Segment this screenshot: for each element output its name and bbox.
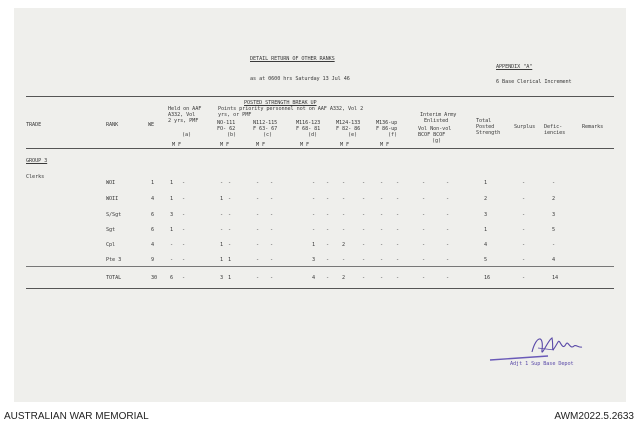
deficiency-cell: -	[552, 180, 556, 186]
c-f-cell: -	[270, 257, 274, 263]
header-e-mf: M F	[340, 142, 350, 148]
rank-cell: S/Sgt	[106, 212, 122, 218]
header-posted-strength: POSTED STRENGTH BREAK UP	[244, 100, 317, 106]
interim-nonvol-cell: -	[446, 257, 450, 263]
e-f-cell: -	[362, 196, 366, 202]
total-row-held-f-cell: -	[182, 275, 186, 281]
d-f-cell: -	[326, 257, 330, 263]
we-cell: 6	[151, 227, 155, 233]
header-held-line3: 2 yrs, PMF	[168, 118, 199, 124]
d-f-cell: -	[326, 212, 330, 218]
e-f-cell: -	[362, 227, 366, 233]
header-c-mf: M F	[256, 142, 266, 148]
header-total-line1: Total	[476, 118, 492, 124]
d-m-cell: -	[312, 227, 316, 233]
c-f-cell: -	[270, 196, 274, 202]
e-m-cell: 2	[342, 242, 346, 248]
b-m-cell: 1	[220, 196, 224, 202]
f-m-cell: -	[380, 212, 384, 218]
signature-caption: Adjt 1 Sup Base Depot	[510, 361, 574, 367]
b-m-cell: -	[220, 227, 224, 233]
header-total-line2: Posted	[476, 124, 495, 130]
total-row-e-f-cell: -	[362, 275, 366, 281]
header-b-mf: M F	[220, 142, 230, 148]
header-d-line1: M116-123	[296, 120, 321, 126]
archive-footer	[0, 402, 640, 429]
header-deficiencies-line2: iencies	[544, 130, 566, 136]
header-surplus: Surplus	[514, 124, 536, 130]
total-row-b-m-cell: 3	[220, 275, 224, 281]
interim-vol-cell: -	[422, 196, 426, 202]
b-f-cell: -	[228, 242, 232, 248]
interim-vol-cell: -	[422, 242, 426, 248]
held-f-cell: -	[182, 257, 186, 263]
e-m-cell: -	[342, 196, 346, 202]
group-label: GROUP 3	[26, 158, 48, 164]
b-m-cell: -	[220, 180, 224, 186]
header-rank: RANK	[106, 122, 119, 128]
held-m-cell: -	[170, 257, 174, 263]
d-m-cell: 1	[312, 242, 316, 248]
b-f-cell: 1	[228, 257, 232, 263]
header-c-line2: F 63- 67	[253, 126, 278, 132]
total-row-e-m-cell: 2	[342, 275, 346, 281]
header-top-rule	[26, 96, 614, 97]
d-f-cell: -	[326, 196, 330, 202]
surplus-cell: -	[522, 242, 526, 248]
interim-vol-cell: -	[422, 227, 426, 233]
rank-cell: WOI	[106, 180, 116, 186]
deficiency-cell: 5	[552, 227, 556, 233]
d-m-cell: -	[312, 212, 316, 218]
d-m-cell: -	[312, 196, 316, 202]
total-cell: 1	[484, 227, 488, 233]
header-held-line1: Held on AAF	[168, 106, 202, 112]
interim-vol-cell: -	[422, 180, 426, 186]
f-f-cell: -	[396, 242, 400, 248]
b-f-cell: -	[228, 196, 232, 202]
e-f-cell: -	[362, 180, 366, 186]
held-m-cell: 1	[170, 227, 174, 233]
e-m-cell: -	[342, 227, 346, 233]
header-total-line3: Strength	[476, 130, 501, 136]
header-d-code: (d)	[308, 132, 318, 138]
interim-nonvol-cell: -	[446, 242, 450, 248]
header-we: WE	[148, 122, 155, 128]
total-row-interim-nonvol-cell: -	[446, 275, 450, 281]
total-cell: 1	[484, 180, 488, 186]
header-e-line2: F 82- 86	[336, 126, 361, 132]
f-m-cell: -	[380, 257, 384, 263]
b-m-cell: 1	[220, 242, 224, 248]
document-title: DETAIL RETURN OF OTHER RANKS	[250, 56, 335, 62]
trade-label: Clerks	[26, 174, 45, 180]
header-e-code: (e)	[348, 132, 358, 138]
rank-cell: Pte 3	[106, 257, 122, 263]
c-m-cell: -	[256, 227, 260, 233]
f-m-cell: -	[380, 242, 384, 248]
f-f-cell: -	[396, 212, 400, 218]
total-cell: 4	[484, 242, 488, 248]
d-f-cell: -	[326, 180, 330, 186]
e-m-cell: -	[342, 257, 346, 263]
rank-cell: WOII	[106, 196, 119, 202]
we-cell: 4	[151, 196, 155, 202]
c-m-cell: -	[256, 212, 260, 218]
held-m-cell: 1	[170, 196, 174, 202]
header-interim-sub1: Vol Non-vol	[418, 126, 452, 132]
c-m-cell: -	[256, 242, 260, 248]
d-m-cell: 3	[312, 257, 316, 263]
total-row-f-f-cell: -	[396, 275, 400, 281]
total-row-total-label-cell: TOTAL	[106, 275, 122, 281]
total-row-d-f-cell: -	[326, 275, 330, 281]
total-cell: 2	[484, 196, 488, 202]
header-d-mf: M F	[300, 142, 310, 148]
interim-vol-cell: -	[422, 257, 426, 263]
rank-cell: Sgt	[106, 227, 116, 233]
total-bottom-rule	[26, 288, 614, 289]
held-m-cell: 3	[170, 212, 174, 218]
surplus-cell: -	[522, 212, 526, 218]
f-f-cell: -	[396, 257, 400, 263]
surplus-cell: -	[522, 196, 526, 202]
surplus-cell: -	[522, 227, 526, 233]
c-f-cell: -	[270, 180, 274, 186]
header-f-line2: F 86-up	[376, 126, 398, 132]
total-row-c-f-cell: -	[270, 275, 274, 281]
total-row-interim-vol-cell: -	[422, 275, 426, 281]
header-held-code: (a)	[182, 132, 192, 138]
unit-name: 6 Base Clerical Increment	[496, 79, 572, 85]
total-cell: 3	[484, 212, 488, 218]
c-m-cell: -	[256, 257, 260, 263]
held-f-cell: -	[182, 196, 186, 202]
interim-nonvol-cell: -	[446, 212, 450, 218]
d-f-cell: -	[326, 227, 330, 233]
e-m-cell: -	[342, 180, 346, 186]
surplus-cell: -	[522, 180, 526, 186]
interim-nonvol-cell: -	[446, 227, 450, 233]
held-f-cell: -	[182, 242, 186, 248]
header-b-code: (b)	[227, 132, 237, 138]
b-m-cell: -	[220, 212, 224, 218]
we-cell: 1	[151, 180, 155, 186]
b-f-cell: -	[228, 180, 232, 186]
c-f-cell: -	[270, 212, 274, 218]
held-f-cell: -	[182, 180, 186, 186]
header-interim-code: (g)	[432, 138, 442, 144]
f-m-cell: -	[380, 227, 384, 233]
header-b-line1: NO-111	[217, 120, 236, 126]
header-held-mf: M F	[172, 142, 182, 148]
header-interim-line2: Enlisted	[424, 118, 449, 124]
held-f-cell: -	[182, 227, 186, 233]
header-f-code: (f)	[388, 132, 398, 138]
deficiency-cell: -	[552, 242, 556, 248]
document-subtitle: as at 0600 hrs Saturday 13 Jul 46	[250, 76, 350, 82]
total-row-d-m-cell: 4	[312, 275, 316, 281]
f-f-cell: -	[396, 180, 400, 186]
e-f-cell: -	[362, 257, 366, 263]
total-row-total-cell: 16	[484, 275, 491, 281]
f-m-cell: -	[380, 180, 384, 186]
e-m-cell: -	[342, 212, 346, 218]
total-row-deficiency-cell: 14	[552, 275, 559, 281]
total-row-f-m-cell: -	[380, 275, 384, 281]
b-f-cell: -	[228, 227, 232, 233]
f-f-cell: -	[396, 227, 400, 233]
header-f-line1: M136-up	[376, 120, 398, 126]
header-interim-line1: Interim Army	[420, 112, 457, 118]
deficiency-cell: 3	[552, 212, 556, 218]
total-row-held-m-cell: 6	[170, 275, 174, 281]
header-deficiencies-line1: Defic-	[544, 124, 563, 130]
e-f-cell: -	[362, 212, 366, 218]
d-f-cell: -	[326, 242, 330, 248]
total-row-we-cell: 30	[151, 275, 158, 281]
we-cell: 9	[151, 257, 155, 263]
header-e-line1: M124-133	[336, 120, 361, 126]
header-c-line1: N112-115	[253, 120, 278, 126]
c-f-cell: -	[270, 242, 274, 248]
we-cell: 6	[151, 212, 155, 218]
c-m-cell: -	[256, 180, 260, 186]
total-top-rule	[26, 266, 614, 267]
deficiency-cell: 4	[552, 257, 556, 263]
footer-institution: AUSTRALIAN WAR MEMORIAL	[4, 411, 149, 422]
we-cell: 4	[151, 242, 155, 248]
header-c-code: (c)	[263, 132, 273, 138]
e-f-cell: -	[362, 242, 366, 248]
header-remarks: Remarks	[582, 124, 604, 130]
c-f-cell: -	[270, 227, 274, 233]
header-f-mf: M F	[380, 142, 390, 148]
interim-vol-cell: -	[422, 212, 426, 218]
total-cell: 5	[484, 257, 488, 263]
header-interim-sub2: BCOF BCOF	[418, 132, 446, 138]
footer-accession: AWM2022.5.2633	[554, 411, 634, 422]
header-trade: TRADE	[26, 122, 42, 128]
total-row-c-m-cell: -	[256, 275, 260, 281]
surplus-cell: -	[522, 257, 526, 263]
deficiency-cell: 2	[552, 196, 556, 202]
d-m-cell: -	[312, 180, 316, 186]
header-b-line2: FO- 62	[217, 126, 236, 132]
header-held-line2: A332, Vol	[168, 112, 196, 118]
held-m-cell: -	[170, 242, 174, 248]
header-bottom-rule	[26, 148, 614, 149]
header-priority-line1: Points priority personnel not on AAF A332, Vol 2	[218, 106, 364, 112]
header-priority-line2: yrs, or PMF	[218, 112, 252, 118]
f-f-cell: -	[396, 196, 400, 202]
header-d-line2: F 68- 81	[296, 126, 321, 132]
document-sheet	[14, 8, 626, 402]
b-f-cell: -	[228, 212, 232, 218]
f-m-cell: -	[380, 196, 384, 202]
interim-nonvol-cell: -	[446, 196, 450, 202]
b-m-cell: 1	[220, 257, 224, 263]
total-row-b-f-cell: 1	[228, 275, 232, 281]
held-m-cell: 1	[170, 180, 174, 186]
held-f-cell: -	[182, 212, 186, 218]
total-row-surplus-cell: -	[522, 275, 526, 281]
c-m-cell: -	[256, 196, 260, 202]
appendix-label: APPENDIX "A"	[496, 64, 533, 70]
rank-cell: Cpl	[106, 242, 116, 248]
interim-nonvol-cell: -	[446, 180, 450, 186]
